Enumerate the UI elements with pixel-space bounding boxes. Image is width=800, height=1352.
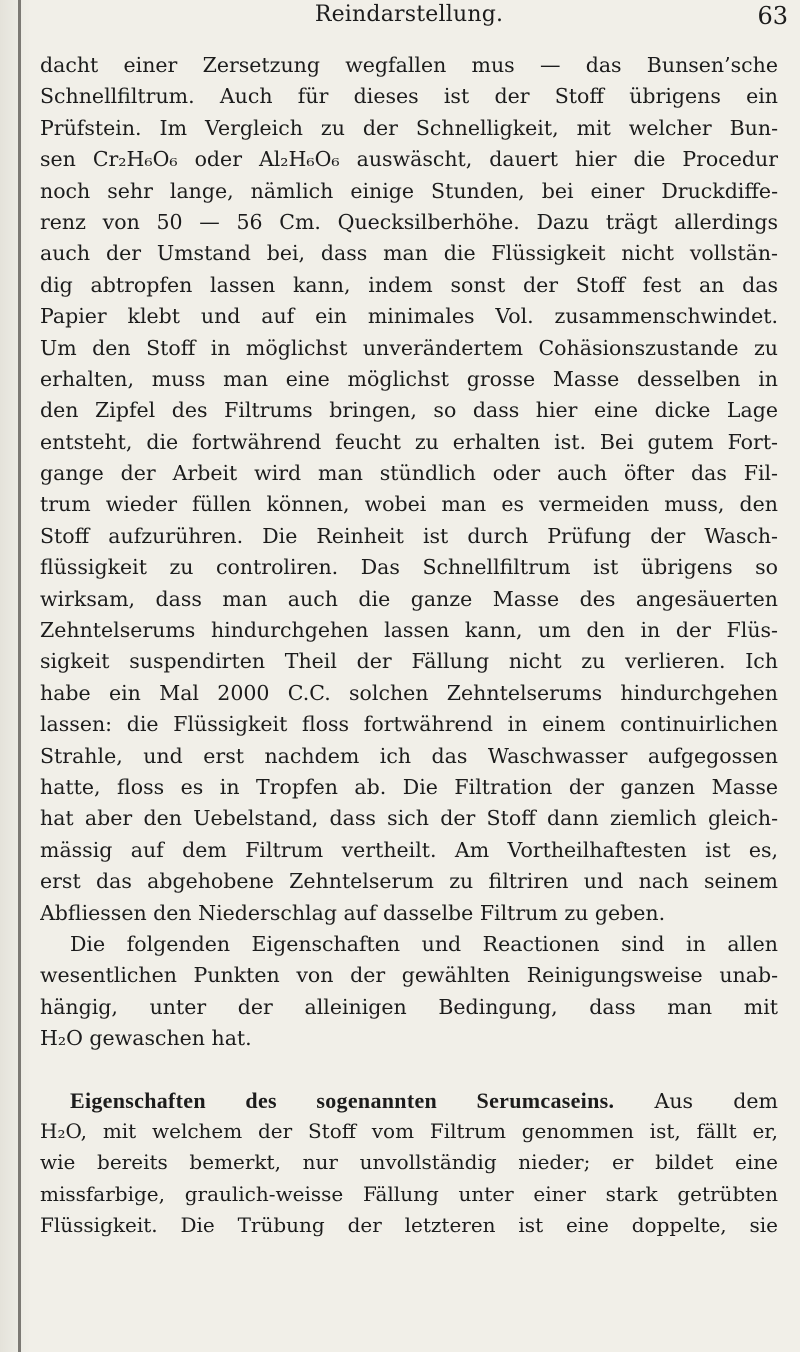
text-line: Abfliessen den Niederschlag auf dasselbe Filtrum zu geben. <box>40 900 666 925</box>
text-line: wesentlichen Punkten von der gewählten Reinigungsweise unab- <box>40 963 778 988</box>
gutter-shadow-line <box>18 0 21 1352</box>
text-line: Prüfstein. Im Vergleich zu der Schnelligkeit, mit welcher Bun- <box>40 115 778 140</box>
text-line: Flüssigkeit. Die Trübung der letzteren ist eine doppelte, sie <box>40 1213 778 1238</box>
text-line: auch der Umstand bei, dass man die Flüssigkeit nicht vollstän- <box>40 241 778 266</box>
text-line: Um den Stoff in möglichst unverändertem Cohäsionszustande zu <box>40 335 778 360</box>
text-line: noch sehr lange, nämlich einige Stunden, bei einer Druckdiffe- <box>40 178 778 203</box>
text-line: renz von 50 — 56 Cm. Quecksilberhöhe. Dazu trägt allerdings <box>40 209 778 234</box>
text-line: habe ein Mal 2000 C.C. solchen Zehntelserums hindurchgehen <box>40 680 778 705</box>
text-line: Papier klebt und auf ein minimales Vol. zusammenschwindet. <box>40 304 778 329</box>
text-line: sen Cr₂H₆O₆ oder Al₂H₆O₆ auswäscht, dauert hier die Procedur <box>40 147 778 172</box>
text-line: dig abtropfen lassen kann, indem sonst der Stoff fest an das <box>40 272 778 297</box>
paragraph-1 <box>40 50 778 929</box>
text-line: Die folgenden Eigenschaften und Reactionen sind in allen <box>70 931 778 956</box>
section-heading-tail: Aus dem <box>654 1088 778 1113</box>
body-text <box>40 50 778 1241</box>
text-line: sigkeit suspendirten Theil der Fällung nicht zu verlieren. Ich <box>40 649 778 674</box>
text-line: Schnellfiltrum. Auch für dieses ist der Stoff übrigens ein <box>40 84 778 109</box>
running-header <box>30 0 788 40</box>
text-line: hatte, floss es in Tropfen ab. Die Filtration der ganzen Masse <box>40 774 778 799</box>
page-number: 63 <box>757 2 788 30</box>
text-line: H₂O gewaschen hat. <box>40 1026 252 1051</box>
text-line: trum wieder füllen können, wobei man es vermeiden muss, den <box>40 492 778 517</box>
text-line: missfarbige, graulich-weisse Fällung unter einer stark getrübten <box>40 1181 778 1206</box>
paragraph-2 <box>40 929 778 1055</box>
text-line: lassen: die Flüssigkeit floss fortwährend in einem continuirlichen <box>40 712 778 737</box>
text-line: gange der Arbeit wird man stündlich oder auch öfter das Fil- <box>40 461 778 486</box>
text-line: Stoff aufzurühren. Die Reinheit ist durch Prüfung der Wasch- <box>40 523 778 548</box>
book-gutter <box>0 0 30 1352</box>
text-line: erst das abgehobene Zehntelserum zu filtriren und nach seinem <box>40 869 778 894</box>
text-line: mässig auf dem Filtrum vertheilt. Am Vortheilhaftesten ist es, <box>40 837 778 862</box>
section-heading: Eigenschaften des sogenannten Serumcaseins. <box>70 1087 615 1113</box>
text-line: erhalten, muss man eine möglichst grosse Masse desselben in <box>40 366 778 391</box>
header-title: Reindarstellung. <box>314 2 504 27</box>
text-line: hat aber den Uebelstand, dass sich der Stoff dann ziemlich gleich- <box>40 806 778 831</box>
text-line: den Zipfel des Filtrums bringen, so dass hier eine dicke Lage <box>40 398 778 423</box>
text-line: wie bereits bemerkt, nur unvollständig nieder; er bildet eine <box>40 1150 778 1175</box>
text-line: dacht einer Zersetzung wegfallen mus — das Bunsen’sche <box>40 53 778 77</box>
text-line: Zehntelserums hindurchgehen lassen kann, um den in der Flüs- <box>40 618 778 643</box>
text-line: H₂O, mit welchem der Stoff vom Filtrum genommen ist, fällt er, <box>40 1118 778 1143</box>
text-line: flüssigkeit zu controliren. Das Schnellfiltrum ist übrigens so <box>40 555 778 580</box>
text-line: wirksam, dass man auch die ganze Masse des angesäuerten <box>40 586 778 611</box>
text-line: Strahle, und erst nachdem ich das Waschwasser aufgegossen <box>40 743 778 768</box>
text-line: entsteht, die fortwährend feucht zu erhalten ist. Bei gutem Fort- <box>40 429 778 454</box>
section-heading-line <box>40 1085 778 1116</box>
section-serumcasein <box>40 1085 778 1242</box>
text-line: hängig, unter der alleinigen Bedingung, dass man mit <box>40 994 778 1019</box>
